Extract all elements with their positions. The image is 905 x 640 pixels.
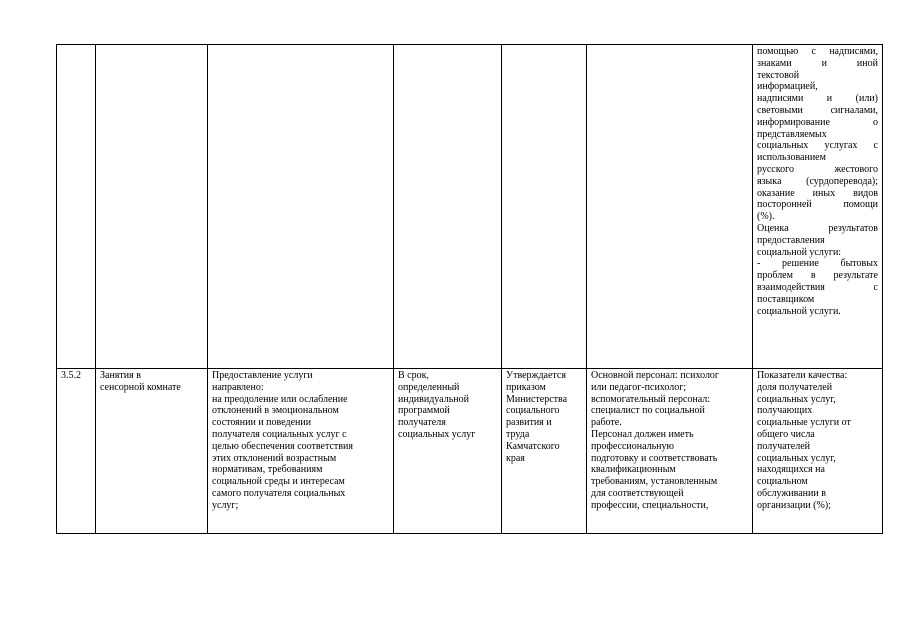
text-line: социальных услуг, [757, 393, 836, 405]
text-line: общего числа [757, 428, 815, 440]
text-line: развития и [506, 417, 552, 429]
cell-quality-indicators [753, 45, 883, 369]
text-line: социальных услуг [398, 428, 476, 440]
text-line: подготовку и соответствовать [591, 452, 718, 464]
text-line: труда [506, 428, 530, 440]
cell-staff [587, 369, 753, 534]
text-line: индивидуальной [398, 393, 469, 405]
text-line: работе. [591, 417, 622, 429]
text-line: или педагог-психолог; [591, 381, 687, 393]
cell-term [394, 369, 502, 534]
cell-quality-indicators [753, 369, 883, 534]
text-line: для соответствующей [591, 487, 684, 499]
text-line: посторонней помощи [757, 199, 878, 211]
text-line: обслуживании в [757, 487, 826, 499]
text-line: социальных услугах с [757, 140, 878, 152]
text-line: социального [506, 405, 560, 417]
text-line: профессиональную [591, 440, 674, 452]
cell-staff [587, 45, 753, 369]
text-line: Утверждается [506, 370, 566, 381]
text-line: социальной услуги: [757, 246, 842, 258]
text-line: на преодоление или ослабление [212, 393, 348, 405]
text-line: нормативам, требованиям [212, 464, 323, 476]
text-line: края [506, 452, 525, 464]
text-line: получателя [398, 417, 446, 429]
text-line: направлено: [212, 381, 264, 393]
text-line: проблем в результате [757, 270, 878, 282]
text-line: квалификационным [591, 464, 676, 476]
text-line: определенный [398, 381, 460, 393]
text-line: знаками и иной [757, 57, 878, 69]
text-line: состоянии и поведении [212, 417, 312, 429]
text-line: социальные услуги от [757, 417, 851, 429]
text-line: профессии, специальности, [591, 499, 709, 511]
cell-description [208, 45, 394, 369]
text-line: Камчатского [506, 440, 560, 452]
text-line: вспомогательный персонал: [591, 393, 711, 405]
text-line: получающих [757, 405, 813, 417]
text-line: специалист по социальной [591, 405, 705, 417]
text-line: информирование о [757, 116, 878, 128]
text-line: языка (сурдоперевода); [757, 175, 878, 187]
text-line: организации (%); [757, 499, 831, 511]
text-line: Предоставление услуги [212, 370, 313, 381]
cell-term [394, 45, 502, 369]
text-line: сенсорной комнате [100, 381, 181, 393]
cell-service-name [96, 45, 208, 369]
text-line: В срок, [398, 370, 429, 381]
text-line: социальной среды и интересам [212, 476, 345, 488]
table-row-continued [57, 45, 883, 369]
text-line: световыми сигналами, [757, 104, 878, 116]
text-line: целью обеспечения соответствия [212, 440, 353, 452]
text-line: русского жестового [757, 163, 878, 175]
text-line: (%). [757, 211, 775, 223]
text-line: информацией, [757, 81, 818, 93]
text-line: помощью с надписями, [757, 46, 878, 57]
text-line: текстовой [757, 69, 800, 81]
text-line: доля получателей [757, 381, 833, 393]
text-line: этих отклонений возрастным [212, 452, 337, 464]
text-line: программой [398, 405, 450, 417]
cell-number [57, 369, 96, 534]
text-line: Показатели качества: [757, 370, 848, 381]
text-line: Персонал должен иметь [591, 428, 694, 440]
text-line: предоставления [757, 234, 825, 246]
text-line: оказание иных видов [757, 187, 878, 199]
text-line: получателя социальных услуг с [212, 428, 347, 440]
cell-number [57, 45, 96, 369]
text-line: социальных услуг, [757, 452, 836, 464]
services-table [56, 44, 883, 534]
text-line: надписями и (или) [757, 93, 878, 105]
cell-service-name [96, 369, 208, 534]
text-line: отклонений в эмоциональном [212, 405, 339, 417]
text-line: получателей [757, 440, 811, 452]
cell-approval [502, 369, 587, 534]
text-line: Оценка результатов [757, 222, 878, 234]
text-line: находящихся на [757, 464, 825, 476]
cell-description [208, 369, 394, 534]
table-row-3-5-2 [57, 369, 883, 534]
text-line: представляемых [757, 128, 827, 140]
text-line: Министерства [506, 393, 568, 405]
text-line: услуг; [212, 499, 239, 511]
text-line: социальной услуги. [757, 305, 841, 317]
cell-approval [502, 45, 587, 369]
text-line: - решение бытовых [757, 258, 878, 270]
text-line: Основной персонал: психолог [591, 370, 720, 381]
text-line: социальном [757, 476, 808, 488]
text-line: требованиям, установленным [591, 476, 718, 488]
text-line: взаимодействия с [757, 281, 878, 293]
text-line: использованием [757, 152, 826, 164]
text-line: самого получателя социальных [212, 487, 346, 499]
service-number: 3.5.2 [61, 370, 81, 381]
text-line: приказом [506, 381, 546, 393]
text-line: поставщиком [757, 293, 815, 305]
text-line: Занятия в [100, 370, 141, 381]
